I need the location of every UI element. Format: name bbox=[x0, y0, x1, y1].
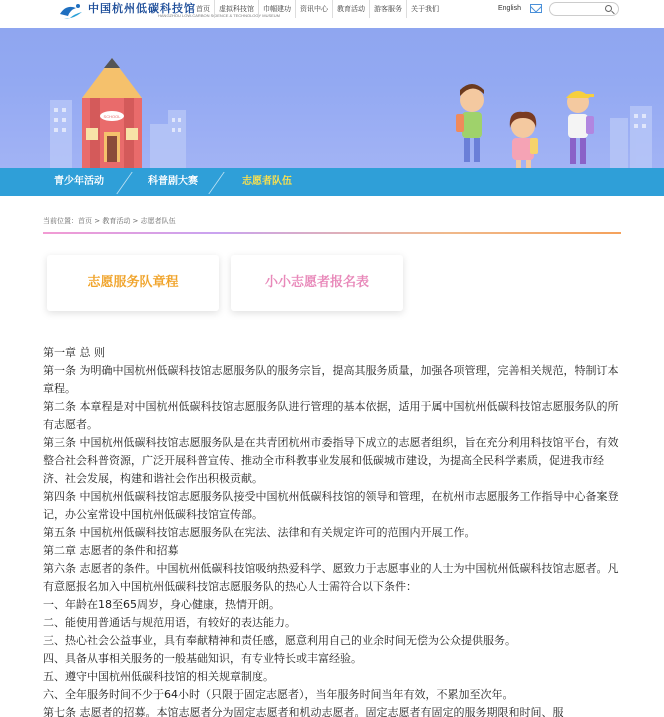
charter-content bbox=[43, 344, 623, 717]
content-line: 第六条 志愿者的条件。中国杭州低碳科技馆吸纳热爱科学、愿致力于志愿事业的人士为中国杭州低碳科技馆志愿者。凡有意愿报名加入中国杭州低碳科技馆志愿服务队的热心人士需符合以下条件： bbox=[43, 562, 619, 593]
content-line: 第一条 为明确中国杭州低碳科技馆志愿服务队的服务宗旨，提高其服务质量，加强各项管理，完善相关规范，特制订本章程。 bbox=[43, 364, 619, 395]
nav-home[interactable]: 首页 bbox=[196, 5, 210, 13]
content-line: 第五条 中国杭州低碳科技馆志愿服务队在宪法、法律和有关规定许可的范围内开展工作。 bbox=[43, 526, 476, 539]
sub-nav bbox=[0, 168, 664, 196]
nav-women-merit[interactable]: 巾帼建功 bbox=[258, 0, 295, 18]
content-line: 三、热心社会公益事业，具有奉献精神和责任感，愿意利用自己的业余时间无偿为公众提供服务。 bbox=[43, 634, 516, 647]
subnav-science-drama[interactable]: 科普剧大赛 bbox=[148, 176, 198, 187]
hero-banner bbox=[0, 28, 664, 168]
girl-character-icon bbox=[510, 112, 538, 168]
subnav-separator bbox=[208, 172, 224, 194]
svg-text:SCHOOL: SCHOOL bbox=[103, 114, 121, 119]
nav-virtual-museum[interactable]: 虚拟科技馆 bbox=[214, 0, 258, 18]
subnav-youth-activities[interactable]: 青少年活动 bbox=[54, 176, 104, 187]
volunteer-signup-button[interactable]: 小小志愿者报名表 bbox=[231, 255, 403, 311]
top-bar bbox=[0, 0, 664, 28]
volunteer-charter-button[interactable]: 志愿服务队章程 bbox=[47, 255, 219, 311]
nav-news-center[interactable]: 资讯中心 bbox=[295, 0, 332, 18]
content-line: 第四条 中国杭州低碳科技馆志愿服务队接受中国杭州低碳科技馆的领导和管理，在杭州市志愿服务工作指导中心备案登记，办公室常设中国杭州低碳科技馆宣传部。 bbox=[43, 490, 619, 521]
content-line: 六、全年服务时间不少于64小时（只限于固定志愿者），当年服务时间当年有效，不累加至次年。 bbox=[43, 688, 514, 701]
main-nav bbox=[186, 0, 443, 18]
logo-text: 中国杭州低碳科技馆 bbox=[88, 2, 196, 15]
nav-about-us[interactable]: 关于我们 bbox=[406, 0, 443, 18]
breadcrumb: 当前位置：首页 > 教育活动 > 志愿者队伍 bbox=[43, 217, 176, 225]
search-input[interactable] bbox=[556, 11, 606, 23]
content-line: 五、遵守中国杭州低碳科技馆的相关规章制度。 bbox=[43, 670, 274, 683]
mail-icon[interactable] bbox=[530, 4, 542, 13]
child-character-icon bbox=[566, 91, 594, 164]
pencil-school-icon bbox=[82, 58, 142, 168]
search-icon[interactable] bbox=[605, 5, 612, 12]
content-line: 四、具备从事相关服务的一般基础知识，有专业特长或丰富经验。 bbox=[43, 652, 362, 665]
boy-character-icon bbox=[456, 84, 484, 162]
nav-education[interactable]: 教育活动 bbox=[332, 0, 369, 18]
logo-mark-icon bbox=[58, 2, 84, 20]
logo-subtitle: HANGZHOU LOW-CARBON SCIENCE & TECHNOLOGY MUSEUM bbox=[158, 13, 281, 18]
content-line: 一、年龄在18至65周岁，身心健康，热情开朗。 bbox=[43, 598, 280, 611]
subnav-separator bbox=[116, 172, 132, 194]
content-line: 第七条 志愿者的招募。本馆志愿者分为固定志愿者和机动志愿者。固定志愿者有固定的服务期限和时间、服 bbox=[43, 706, 564, 717]
content-line: 二、能使用普通话与规范用语，有较好的表达能力。 bbox=[43, 616, 296, 629]
english-link[interactable]: English bbox=[498, 5, 521, 12]
subnav-volunteer-team[interactable]: 志愿者队伍 bbox=[242, 176, 292, 187]
search-box bbox=[549, 2, 619, 16]
content-line: 第二条 本章程是对中国杭州低碳科技馆志愿服务队进行管理的基本依据，适用于属中国杭州低碳科技馆志愿服务队的所有志愿者。 bbox=[43, 400, 619, 431]
banner-illustration bbox=[0, 28, 664, 168]
nav-visitor-service[interactable]: 游客服务 bbox=[369, 0, 406, 18]
section-divider bbox=[43, 232, 621, 234]
content-line: 第三条 中国杭州低碳科技馆志愿服务队是在共青团杭州市委指导下成立的志愿者组织，旨在充分利用科技馆平台，有效整合社会科普资源，广泛开展科普宣传、推动全市科教事业发展和低碳城市建设，为提高全民科学素质，促进我市经济、社会发展，构建和谐社会作出积极贡献。 bbox=[43, 436, 619, 485]
content-line: 第二章 志愿者的条件和招募 bbox=[43, 544, 179, 557]
content-line: 第一章 总 则 bbox=[43, 346, 105, 359]
